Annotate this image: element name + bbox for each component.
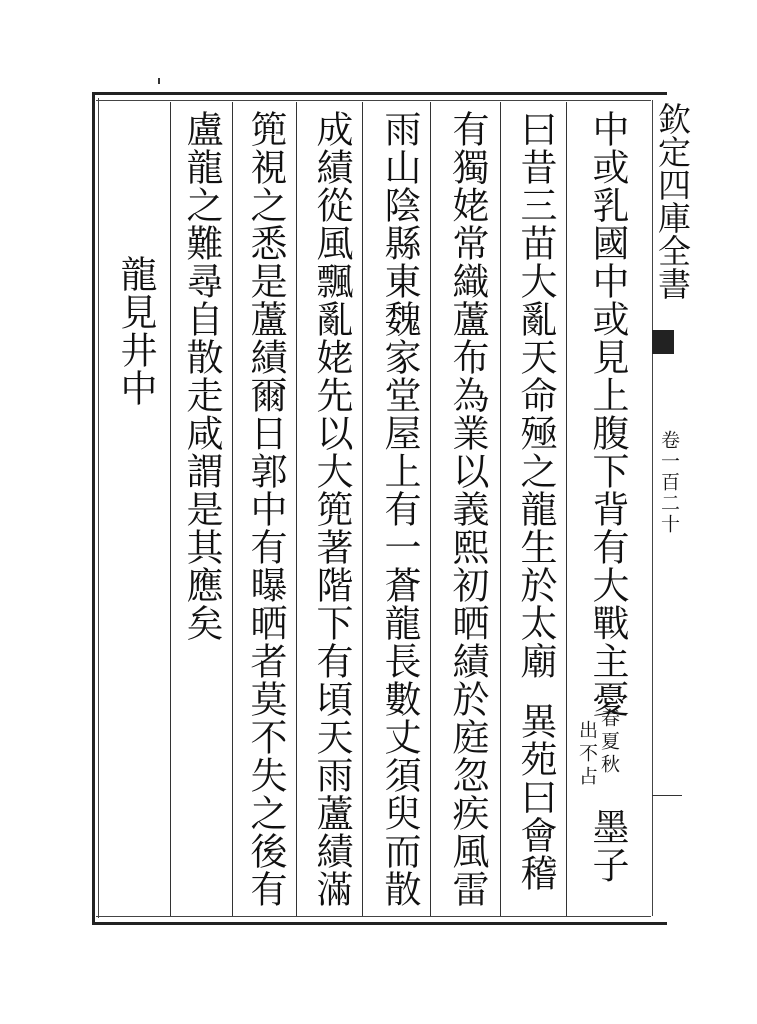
text-column-5: 成績從風飄亂姥先以大篼著階下有頃天雨蘆績滿 xyxy=(310,110,353,908)
fishtail-mark xyxy=(652,330,674,354)
frame-top-border xyxy=(92,92,667,95)
column-rule xyxy=(296,102,297,916)
margin-mark xyxy=(158,78,160,84)
text-column-3: 有獨姥常織蘆布為業以義熙初晒績於庭忽疾風雷 xyxy=(446,110,489,908)
frame-bottom-inner-border xyxy=(96,916,651,917)
volume-label: 卷一百二十 xyxy=(658,430,680,535)
text-column-1-end: 墨子 xyxy=(586,808,629,884)
frame-bottom-border xyxy=(92,922,667,925)
column-rule xyxy=(232,102,233,916)
column-rule xyxy=(430,102,431,916)
column-rule xyxy=(362,102,363,916)
frame-left-inner-border xyxy=(98,98,99,918)
frame-top-inner-border xyxy=(96,100,651,101)
text-column-7: 盧龍之難尋自散走咸謂是其應矣 xyxy=(180,110,223,642)
text-column-2: 曰昔三苗大亂天命殛之龍生於太廟 xyxy=(514,110,557,680)
book-title: 欽定四庫全書 xyxy=(653,102,692,300)
section-heading: 龍見井中 xyxy=(114,255,157,407)
column-rule xyxy=(170,102,171,916)
text-column-6: 篼視之悉是蘆績爾日郭中有曝晒者莫不失之後有 xyxy=(244,110,287,908)
text-column-2-tail: 異苑曰會稽 xyxy=(514,702,557,892)
column-rule xyxy=(500,102,501,916)
annotation-seasons: 春夏秋 xyxy=(598,708,620,777)
margin-rule xyxy=(652,795,682,796)
text-column-1: 中或乳國中或見上腹下背有大戰主憂 xyxy=(586,110,629,718)
frame-left-border xyxy=(92,92,95,924)
column-rule xyxy=(566,102,567,916)
annotation-no-divination: 出不占 xyxy=(576,720,598,789)
text-column-4: 雨山陰縣東魏家堂屋上有一蒼龍長數丈須臾而散 xyxy=(378,110,421,908)
